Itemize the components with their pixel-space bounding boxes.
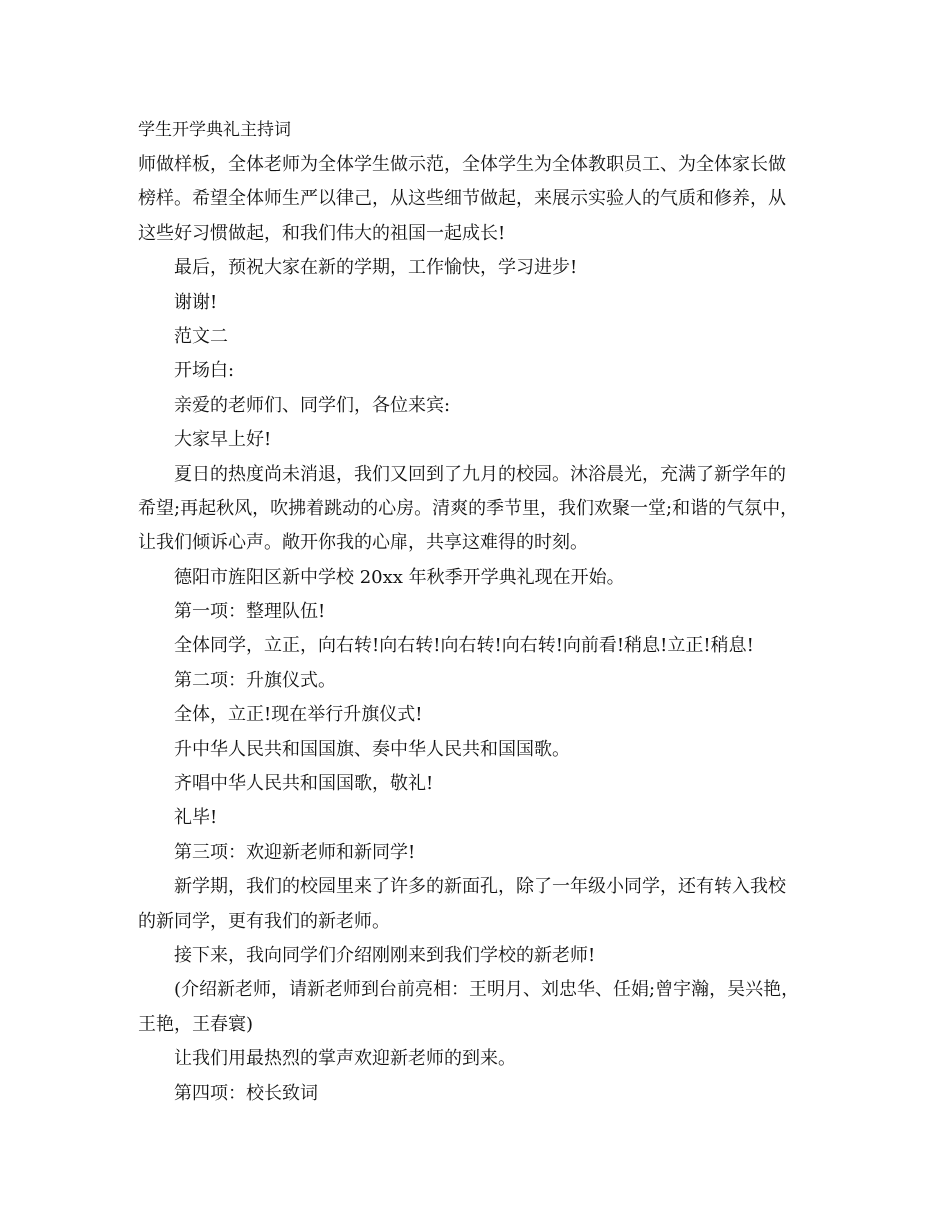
text-line: 最后，预祝大家在新的学期，工作愉快，学习进步! <box>174 257 578 279</box>
text-line: 第三项：欢迎新老师和新同学! <box>174 841 416 863</box>
text-line: 第一项：整理队伍! <box>174 601 326 623</box>
text-line: 第二项：升旗仪式。 <box>174 669 336 691</box>
text-line: 大家早上好! <box>174 429 272 451</box>
text-line: 全体同学，立正，向右转!向右转!向右转!向右转!向前看!稍息!立正!稍息! <box>174 635 754 657</box>
text-line: (介绍新老师，请新老师到台前亮相：王明月、刘忠华、任娟;曾宇瀚，吴兴艳， <box>174 979 800 1001</box>
text-line: 希望;再起秋风，吹拂着跳动的心房。清爽的季节里，我们欢聚一堂;和谐的气氛中， <box>138 497 799 519</box>
document-body <box>138 148 828 1111</box>
text-line: 礼毕! <box>174 807 218 829</box>
text-line: 的新同学，更有我们的新老师。 <box>138 910 390 932</box>
text-line: 德阳市旌阳区新中学校 20xx 年秋季开学典礼现在开始。 <box>174 566 625 588</box>
text-line: 夏日的热度尚未消退，我们又回到了九月的校园。沐浴晨光，充满了新学年的 <box>174 463 786 485</box>
text-line: 让我们用最热烈的掌声欢迎新老师的到来。 <box>174 1048 516 1070</box>
text-line: 升中华人民共和国国旗、奏中华人民共和国国歌。 <box>174 738 570 760</box>
text-line: 师做样板，全体老师为全体学生做示范，全体学生为全体教职员工、为全体家长做 <box>138 154 786 175</box>
text-line: 榜样。希望全体师生严以律己，从这些细节做起，来展示实验人的气质和修养，从 <box>138 188 786 210</box>
text-line: 范文二 <box>174 325 228 347</box>
text-line: 王艳，王春寰) <box>138 1013 254 1035</box>
text-line: 亲爱的老师们、同学们，各位来宾: <box>174 394 451 416</box>
text-line: 谢谢! <box>174 291 218 313</box>
text-line: 新学期，我们的校园里来了许多的新面孔，除了一年级小同学，还有转入我校 <box>174 876 786 898</box>
text-line: 开场白: <box>174 360 235 382</box>
text-line: 齐唱中华人民共和国国歌，敬礼! <box>174 773 434 795</box>
text-line: 让我们倾诉心声。敞开你我的心扉，共享这难得的时刻。 <box>138 532 588 554</box>
text-line: 第四项：校长致词 <box>174 1082 318 1104</box>
page-header-title: 学生开学典礼主持词 <box>138 120 291 140</box>
text-line: 全体，立正!现在举行升旗仪式! <box>174 704 423 726</box>
text-line: 接下来，我向同学们介绍刚刚来到我们学校的新老师! <box>174 944 596 966</box>
text-line: 这些好习惯做起，和我们伟大的祖国一起成长! <box>138 222 506 244</box>
